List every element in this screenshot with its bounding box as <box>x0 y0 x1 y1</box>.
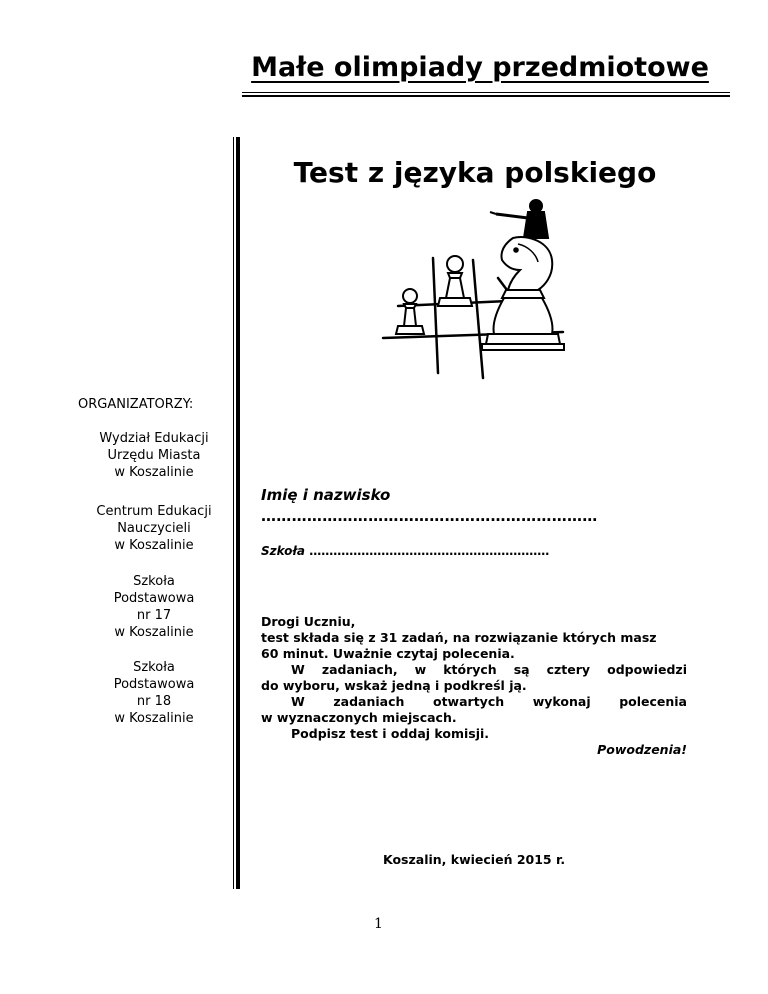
header-title: Małe olimpiady przedmiotowe <box>251 52 709 83</box>
divider-thin <box>233 137 234 889</box>
organizer-line: Podstawowa <box>113 591 195 606</box>
pawn-small-icon <box>396 289 424 334</box>
organizer-block <box>78 573 230 641</box>
instruction-line: Podpisz test i oddaj komisji. <box>291 726 490 741</box>
organizer-line: Szkoła <box>133 660 175 675</box>
school-field[interactable] <box>261 544 549 558</box>
organizer-block <box>78 503 230 554</box>
organizer-line: Podstawowa <box>113 677 195 692</box>
chess-illustration <box>378 198 578 383</box>
organizer-line: w Koszalinie <box>114 625 194 640</box>
header-rule-top <box>242 92 730 93</box>
knight-rider-icon <box>482 200 564 350</box>
organizer-line: Urzędu Miasta <box>107 448 201 463</box>
organizer-line: nr 18 <box>136 694 172 709</box>
test-title: Test z języka polskiego <box>293 156 657 189</box>
organizer-line: Szkoła <box>133 574 175 589</box>
name-label: Imię i nazwisko <box>261 486 391 504</box>
organizer-block <box>78 659 230 727</box>
instructions <box>261 614 687 758</box>
organizer-line: Wydział Edukacji <box>99 431 209 446</box>
instruction-line: test składa się z 31 zadań, na rozwiązanie których masz <box>261 630 657 645</box>
instruction-line: w wyznaczonych miejscach. <box>261 710 457 725</box>
divider-thick <box>236 137 240 889</box>
name-field[interactable]: ………………………………………………………… <box>261 507 598 525</box>
place-date: Koszalin, kwiecień 2015 r. <box>383 852 566 867</box>
header-rule-bottom <box>242 95 730 97</box>
organizer-line: Nauczycieli <box>117 521 191 536</box>
instruction-line: 60 minut. Uważnie czytaj polecenia. <box>261 646 515 661</box>
instruction-line: W zadaniach, w których są cztery odpowiedzi <box>291 662 687 677</box>
board-line <box>473 260 483 378</box>
board-line <box>433 258 438 373</box>
closing-text: Powodzenia! <box>597 742 687 757</box>
organizer-line: w Koszalinie <box>114 711 194 726</box>
organizer-line: nr 17 <box>136 608 172 623</box>
instruction-line: do wyboru, wskaż jedną i podkreśl ją. <box>261 678 527 693</box>
school-label: Szkoła <box>261 544 306 558</box>
organizer-line: w Koszalinie <box>114 465 194 480</box>
school-dots: …………………………………………………… <box>305 544 550 558</box>
page-number: 1 <box>374 916 383 932</box>
instruction-line: Drogi Uczniu, <box>261 614 356 629</box>
organizer-line: w Koszalinie <box>114 538 194 553</box>
organizer-line: Centrum Edukacji <box>96 504 212 519</box>
organizer-block <box>78 430 230 481</box>
organizers-heading: ORGANIZATORZY: <box>78 397 194 412</box>
pawn-large-icon <box>438 256 472 306</box>
instruction-line: W zadaniach otwartych wykonaj polecenia <box>291 694 687 709</box>
